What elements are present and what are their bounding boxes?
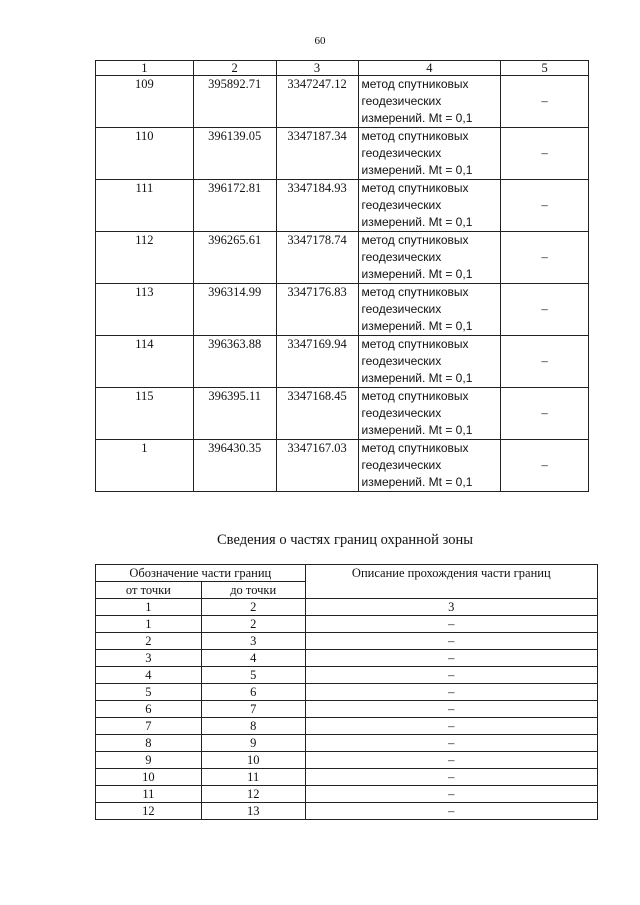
method-line: метод спутниковых — [361, 389, 469, 403]
y-coordinate-cell: 3347247.12 — [276, 76, 358, 128]
method-line: измерений. Mt = 0,1 — [361, 475, 473, 489]
method-line: геодезических — [361, 198, 442, 212]
to-point-cell: 9 — [201, 735, 305, 752]
to-point-header: до точки — [201, 582, 305, 599]
from-point-cell: 6 — [96, 701, 202, 718]
method-cell — [358, 388, 501, 440]
method-line: геодезических — [361, 458, 442, 472]
method-line: геодезических — [361, 146, 442, 160]
note-cell: – — [501, 180, 589, 232]
table-row — [96, 284, 589, 336]
y-coordinate-cell: 3347178.74 — [276, 232, 358, 284]
point-number-cell: 110 — [96, 128, 194, 180]
method-cell — [358, 76, 501, 128]
description-cell: – — [305, 650, 597, 667]
method-line: измерений. Mt = 0,1 — [361, 319, 473, 333]
parts-group-header-row — [96, 565, 598, 582]
note-cell: – — [501, 128, 589, 180]
description-cell: – — [305, 786, 597, 803]
y-coordinate-cell: 3347169.94 — [276, 336, 358, 388]
point-number-cell: 114 — [96, 336, 194, 388]
to-point-cell: 8 — [201, 718, 305, 735]
table-row — [96, 180, 589, 232]
method-line: метод спутниковых — [361, 441, 469, 455]
y-coordinate-cell: 3347184.93 — [276, 180, 358, 232]
method-line: измерений. Mt = 0,1 — [361, 423, 473, 437]
method-cell — [358, 180, 501, 232]
point-number-cell: 113 — [96, 284, 194, 336]
method-line: геодезических — [361, 354, 442, 368]
method-line: геодезических — [361, 250, 442, 264]
x-coordinate-cell: 395892.71 — [193, 76, 276, 128]
note-cell: – — [501, 388, 589, 440]
boundary-parts-table — [95, 564, 598, 820]
method-cell — [358, 440, 501, 492]
y-coordinate-cell: 3347167.03 — [276, 440, 358, 492]
point-number-cell: 109 — [96, 76, 194, 128]
column-header: 5 — [501, 61, 589, 76]
table-row — [96, 76, 589, 128]
table-row — [96, 650, 598, 667]
to-point-cell: 12 — [201, 786, 305, 803]
to-point-cell: 11 — [201, 769, 305, 786]
to-point-cell: 4 — [201, 650, 305, 667]
method-line: метод спутниковых — [361, 337, 469, 351]
y-coordinate-cell: 3347187.34 — [276, 128, 358, 180]
parts-number-row — [96, 599, 598, 616]
description-cell: – — [305, 684, 597, 701]
method-line: метод спутниковых — [361, 233, 469, 247]
table-row — [96, 769, 598, 786]
note-cell: – — [501, 284, 589, 336]
from-point-cell: 12 — [96, 803, 202, 820]
table-row — [96, 718, 598, 735]
x-coordinate-cell: 396314.99 — [193, 284, 276, 336]
from-point-cell: 3 — [96, 650, 202, 667]
table-row — [96, 232, 589, 284]
from-point-cell: 2 — [96, 633, 202, 650]
description-cell: – — [305, 769, 597, 786]
method-line: метод спутниковых — [361, 181, 469, 195]
from-point-cell: 9 — [96, 752, 202, 769]
column-header: 3 — [276, 61, 358, 76]
table-row — [96, 803, 598, 820]
to-point-cell: 7 — [201, 701, 305, 718]
x-coordinate-cell: 396265.61 — [193, 232, 276, 284]
table-row — [96, 616, 598, 633]
boundary-description-header: Описание прохождения части границ — [305, 565, 597, 599]
method-line: геодезических — [361, 406, 442, 420]
from-point-cell: 4 — [96, 667, 202, 684]
method-line: метод спутниковых — [361, 129, 469, 143]
x-coordinate-cell: 396395.11 — [193, 388, 276, 440]
method-cell — [358, 128, 501, 180]
y-coordinate-cell: 3347176.83 — [276, 284, 358, 336]
point-number-cell: 111 — [96, 180, 194, 232]
table-row — [96, 128, 589, 180]
boundary-part-designation-header: Обозначение части границ — [96, 565, 306, 582]
note-cell: – — [501, 232, 589, 284]
table-row — [96, 667, 598, 684]
column-header: 4 — [358, 61, 501, 76]
method-line: метод спутниковых — [361, 285, 469, 299]
table-row — [96, 684, 598, 701]
from-point-cell: 7 — [96, 718, 202, 735]
point-number-cell: 112 — [96, 232, 194, 284]
note-cell: – — [501, 336, 589, 388]
table-row — [96, 752, 598, 769]
method-line: измерений. Mt = 0,1 — [361, 371, 473, 385]
point-number-cell: 115 — [96, 388, 194, 440]
x-coordinate-cell: 396363.88 — [193, 336, 276, 388]
description-cell: – — [305, 616, 597, 633]
page-number: 60 — [314, 35, 326, 47]
x-coordinate-cell: 396139.05 — [193, 128, 276, 180]
x-coordinate-cell: 396172.81 — [193, 180, 276, 232]
method-line: измерений. Mt = 0,1 — [361, 267, 473, 281]
to-point-cell: 3 — [201, 633, 305, 650]
method-line: геодезических — [361, 94, 442, 108]
description-cell: – — [305, 667, 597, 684]
to-point-cell: 13 — [201, 803, 305, 820]
method-cell — [358, 232, 501, 284]
from-point-cell: 11 — [96, 786, 202, 803]
to-point-cell: 5 — [201, 667, 305, 684]
x-coordinate-cell: 396430.35 — [193, 440, 276, 492]
to-point-cell: 6 — [201, 684, 305, 701]
table-row — [96, 336, 589, 388]
description-cell: – — [305, 803, 597, 820]
note-cell: – — [501, 76, 589, 128]
coordinates-header-row — [96, 61, 589, 76]
from-point-header: от точки — [96, 582, 202, 599]
method-line: геодезических — [361, 302, 442, 316]
column-header: 2 — [193, 61, 276, 76]
method-line: измерений. Mt = 0,1 — [361, 163, 473, 177]
description-cell: – — [305, 752, 597, 769]
method-line: измерений. Mt = 0,1 — [361, 111, 473, 125]
point-number-cell: 1 — [96, 440, 194, 492]
table-row — [96, 633, 598, 650]
from-point-cell: 10 — [96, 769, 202, 786]
description-cell: – — [305, 718, 597, 735]
from-point-cell: 1 — [96, 616, 202, 633]
column-number: 2 — [201, 599, 305, 616]
table-row — [96, 735, 598, 752]
description-cell: – — [305, 735, 597, 752]
description-cell: – — [305, 633, 597, 650]
table-row — [96, 440, 589, 492]
section-title: Сведения о частях границ охранной зоны — [217, 532, 473, 548]
coordinates-table — [95, 60, 589, 492]
method-cell — [358, 336, 501, 388]
from-point-cell: 5 — [96, 684, 202, 701]
method-line: измерений. Mt = 0,1 — [361, 215, 473, 229]
table-row — [96, 388, 589, 440]
table-row — [96, 786, 598, 803]
column-number: 3 — [305, 599, 597, 616]
to-point-cell: 10 — [201, 752, 305, 769]
y-coordinate-cell: 3347168.45 — [276, 388, 358, 440]
table-row — [96, 701, 598, 718]
from-point-cell: 8 — [96, 735, 202, 752]
to-point-cell: 2 — [201, 616, 305, 633]
method-cell — [358, 284, 501, 336]
column-number: 1 — [96, 599, 202, 616]
method-line: метод спутниковых — [361, 77, 469, 91]
description-cell: – — [305, 701, 597, 718]
column-header: 1 — [96, 61, 194, 76]
note-cell: – — [501, 440, 589, 492]
